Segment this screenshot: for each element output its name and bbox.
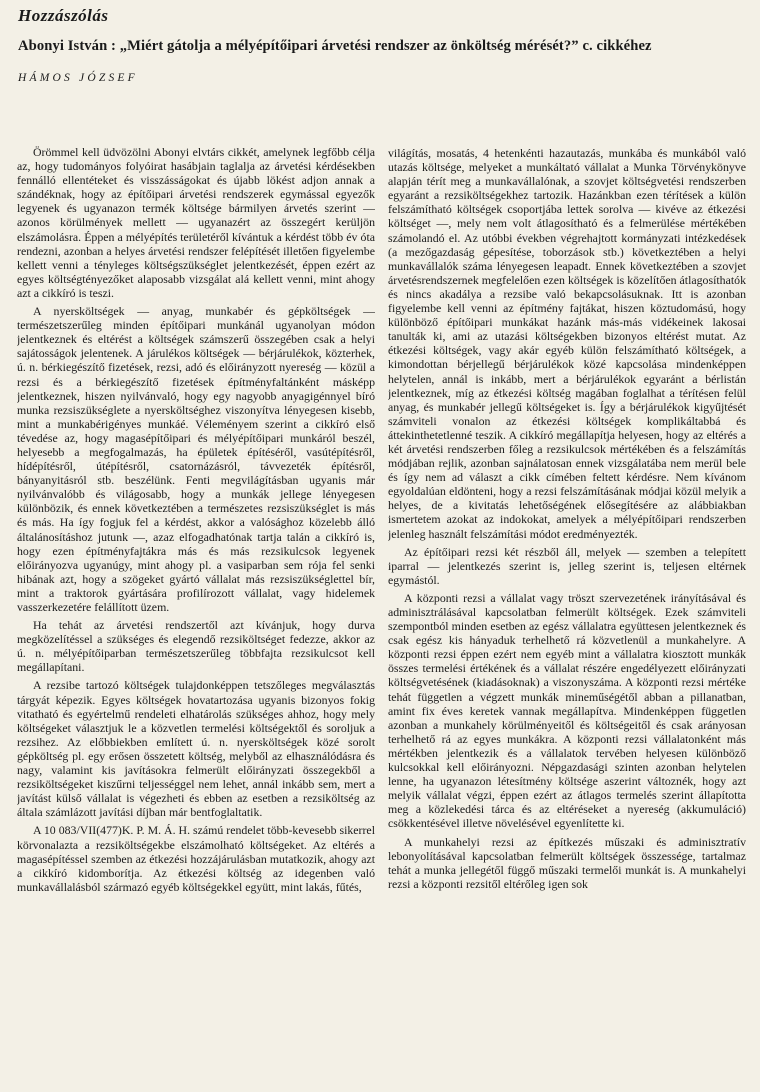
paragraph: A munkahelyi rezsi az építkezés műszaki és adminisztratív lebonyolításával kapcsolatban felmerült költségek összessége, tartalmaz tehát a munka jellegétől függő műszaki termelői munkát is. A munkahelyi rezsi a központi rezsitől eltérőleg igen sok [388, 834, 746, 891]
paragraph: A 10 083/VII(477)K. P. M. Á. H. számú rendelet több-kevesebb sikerrel körvonalazta a rezsiköltségekbe elszámolható költségeket. Az eltérés a magasépítéssel szemben az étkezési hozzájárulásban mutatkozik, ahogy azt a cikkíró kidomborítja. Az étkezési költség az idegenben való munkavállalásból származó egyéb költségekkel együtt, mint lakás, fűtés, [17, 823, 375, 894]
article-title: Abonyi István : „Miért gátolja a mélyépítőipari árvetési rendszer az önköltség mérését?” c. cikkéhez [18, 38, 652, 54]
section-heading: Hozzászólás [18, 6, 109, 25]
left-column [17, 145, 375, 1090]
author-name: HÁMOS JÓZSEF [18, 72, 138, 84]
paragraph: A rezsibe tartozó költségek tulajdonképpen tetszőleges megválasztás tárgyát képezik. Egyes költségek hovatartozása ugyanis bizonyos fokig vitatható és egyértelmű rendeleti elhatárolás szükséges ahhoz, hogy mely költségeket választjuk le a közvetlen termelési költségektől és soroljuk a rezsihez. Az előbbiekben említett ú. n. nyersköltségek közé sorolt gépköltség pl. egy erősen összetett költség, melyből az elhasználódásra és nagy, valamint kis javításokra felmerült előirányzati összegekből a rezsiköltségeket kiszűrni teljességgel nem lehet, annál inkább sem, mert a javítást külső vállalat is végezheti és ebben az esetben a rezsiköltség az általa számlázott javítási díjban már bentfoglaltatik. [17, 678, 375, 820]
paragraph: világítás, mosatás, 4 hetenkénti hazautazás, munkába és munkából való utazás költsége, melyeket a munkáltató vállalat a Munka Törvénykönyve alapján térít meg a munkavállalónak, a szovjet költségvetési rendszerben egyaránt a rezsiköltségekhez tartozik. Hazánkban ezen térítések a külön felszámítható költségek csoportjába lettek sorolva — kivéve az étkezési költséget —, mely nem volt átlagosítható és a felmerülése mértékében számolandó el. Az utóbbi években végrehajtott kormányzati intézkedések (a mezőgazdaság gépesítése, toborzások stb.) következtében a helyi munkavállalók száma lényegesen leapadt. Ennek következtében a szovjet árvetésrendszernek megfelelően ezen költségek is közelítően átlagosíthatók és nincs akadálya a rezsibe való bekapcsolásuknak. Itt is azonban figyelembe kell venni az építmény fajtákat, hiszen köztudomású, hogy különböző építőipari munkákat hazánk más-más vidékeinek lakosai tanulták ki, ami az utazási költségekben bizonyos eltérést mutat. Az étkezési költségek, vagy akár egyéb külön felszámítható költségek, a kimondottan bérjellegű bérjárulékok közé kapcsolása mindenképpen helytelen, annál is inkább, mert a bérjárulékok egyaránt a bérlistán jelentkeznek, míg az étkezési költség magában foglalhat a térítésen felül anyag, és munkabér jellegű költségeket is. Így a bérjárulékok kigyűjtését számviteli vonalon az étkezési költségek komplikáltabbá és áttekinthetetlenné teszik. A cikkíró megállapítja helyesen, hogy az eltérés a két árvetési rendszerben főleg a rezsikulcsok mértékében és a felszámítás módjában rejlik, azonban sajnálatosan ennek vizsgálatába nem merül bele és így nem ad választ a cikk címében feltett kérdésre. Nem kívánom egyoldalúan eldönteni, hogy a rezsi felszámításának módjai közül melyik a helyes, de a kivitatás lehetőségének elősegítésére az alábbiakban ismertetem azokat az indokokat, amelyek a mélyépítőipari rendszerben jelenleg használt felszámítási módot eredményezték. [388, 146, 746, 541]
paragraph: Örömmel kell üdvözölni Abonyi elvtárs cikkét, amelynek legfőbb célja az, hogy tudományos folyóirat hasábjain taglalja az árvetési kérdésekben fennálló ellentéteket és visszásságokat és újabb lökést adjon annak a szándéknak, hogy az építőipari árvetési rendszerek egymással egyezők legyenek és ugyanazon termék költsége bármilyen árvetés szerint — azonos körülmények mellett — ugyanazért az összegért kerüljön elszámolásra. Éppen a mélyépítés területéről kívántuk a kérdést több év óta rendezni, azonban a helyes árvetési rendszer felépítését illetően figyelembe kellett venni a tényleges költségszükséglet jelentkezését, éppen ezért az egyes költségtényezőket alaposabb vizsgálat alá kellett venni, mint ahogy azt a cikkíró is teszi. [17, 145, 375, 300]
paragraph: A nyersköltségek — anyag, munkabér és gépköltségek — természetszerűleg minden építőipari munkánál ugyanolyan módon jelentkeznek és eltérést a költségek számszerű összegében csak a helyi sajátosságok jelentenek. A járulékos költségek — bérjárulékok, közterhek, ú. n. bérkiegészítő fizetések, rezsi, adó és előirányzott nyereség — közül a rezsi és a bérkiegészítő fizetések építményfaltánként másképp jelentkeznek, hiszen nyilvánvaló, hogy egy nagyobb anyagigénnyel bíró munka rezsiszükséglete a nyersköltséghez viszonyítva lényegesen kisebb, mint a munkabérigényes munkáé. Véleményem szerint a cikkíró első tévedése az, hogy magasépítőipari és mélyépítőipari munkáról beszél, helyesebb a megfogalmazás, ha épületek építéséről, vasútépítésről, hídépítésről, útépítésről, csatornázásról, távvezeték építésről, bányanyitásról stb. beszélünk. Fenti megvilágításban ugyanis már nyilvánvalóbb és világosabb, hogy a munkák jellege lényegesen különbözik, és ennek következtében a természetes rezsiszükséglet is más és más. Ha így fogjuk fel a kérdést, akkor a valósághoz közelebb álló általánosításhoz jutunk —, azaz elfogadhatónak tartja talán a cikkíró is, hogy ezen építményfajtákra más és más rezsikulcsok legyenek előirányozva ugyanúgy, mint ahogy pl. a vasiparban sem rója fel senki hibának azt, hogy a szögeket gyártó vállalat más rezsiszükséglettel bír, mint a traktorok gyártására profilírozott vállalat, vagy hidelemek vasszerkezetére felállított üzem. [17, 304, 375, 614]
paragraph: Ha tehát az árvetési rendszertől azt kívánjuk, hogy durva megközelítéssel a szükséges és elegendő rezsiköltséget fedezze, akkor az ú. n. mélyépítőiparban természetszerűleg többfajta rezsikulcsot kell megállapítani. [17, 618, 375, 675]
paragraph: A központi rezsi a vállalat vagy tröszt szervezetének irányításával és adminisztrálásával kapcsolatban felmerült költségek. Ezek számviteli szempontból minden esetben az egész vállalatra együttesen jelentkeznek és csak egész kis hányaduk terhelhető rá közvetlenül a munkahelyre. A központi rezsi éppen ezért nem egyéb mint a vállalatra kiosztott munkák összes termelési értékének és a vállalat részére engedélyezett előirányzati költségvetésének (kiadásoknak) a viszonyszáma. A központi rezsi mértéke tehát független a végzett munkák mineműségétől abban a pillanatban, amint fix éves keretek vannak megállapítva. Mindenképpen független azonban a munkahely körülményeitől és költségeitől és csak arányosan terhelhető rá az egyes munkákra. A központi rezsi vállalatonként más mértékben jelentkezik és a vállalatok tervében helyesen különböző kulcsokkal kell előirányozni. Népgazdasági szinten azonban helytelen lenne, ha ugyanazon létesítmény költsége aszerint változnék, hogy azt melyik vállalat végzi, éppen ezért az átlagos termelés szerint állapította meg a közlekedési tárca és az eltéréseket a nyereség (akkumuláció) csökkentésével illetve növelésével egyenlítette ki. [388, 590, 746, 831]
paragraph: Az építőipari rezsi két részből áll, melyek — szemben a telepített iparral — jelentkezés szerint is, jelleg szerint is, teljesen eltérnek egymástól. [388, 544, 746, 587]
right-column [388, 146, 746, 1091]
